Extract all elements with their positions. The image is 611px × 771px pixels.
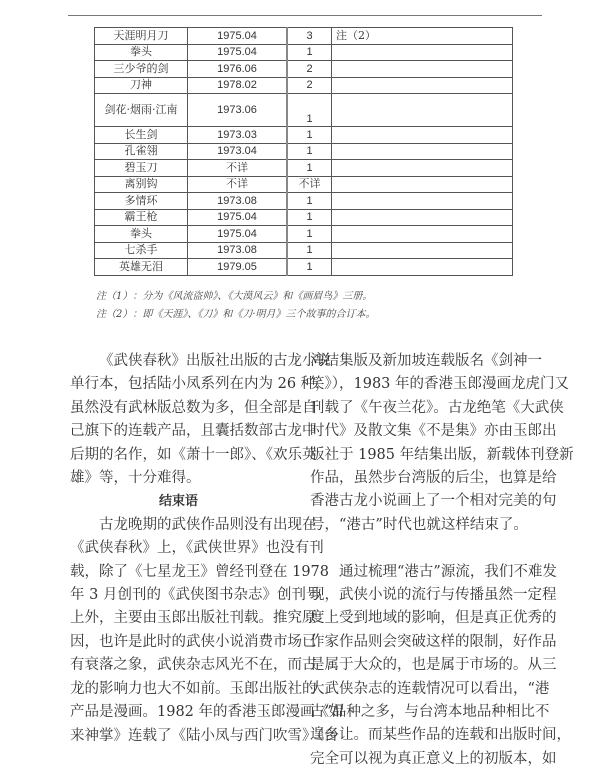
table-row <box>95 77 513 94</box>
remark-cell <box>332 127 513 144</box>
remark-cell <box>332 209 513 226</box>
text-line: 刊载了《午夜兰花》。古龙绝笔《大武侠 <box>310 399 564 416</box>
title-cell: 天涯明月刀 <box>95 28 188 45</box>
text-line: 完全可以视为真正意义上的初版本，如 <box>310 750 557 767</box>
section-heading: 结束语 <box>158 494 198 510</box>
text-line: 现，武侠小说的流行与传播虽然一定程 <box>310 587 557 604</box>
date-cell: 1976.06 <box>188 61 288 78</box>
text-line: 香港古龙小说画上了一个相对完美的句 <box>310 493 557 510</box>
paragraph <box>310 561 571 771</box>
text-line: 有衰落之象，武侠杂志风光不在，而古 <box>70 657 317 674</box>
table-row <box>95 28 513 45</box>
table-row <box>95 209 513 226</box>
table-row <box>95 193 513 210</box>
text-line: 湾结集版及新加坡连载版名《剑神一 <box>310 353 542 369</box>
volumes-cell: 2 <box>287 61 332 78</box>
remark-cell <box>332 94 513 127</box>
text-line: 度上受到地域的影响，但是真正优秀的 <box>310 610 557 627</box>
text-line: 遑多让。而某些作品的连载和出版时间， <box>310 727 571 744</box>
text-line: 龙的影响力也大不如前。玉郎出版社的 <box>70 680 317 697</box>
title-cell: 霸王枪 <box>95 209 188 226</box>
date-cell: 1973.03 <box>188 127 288 144</box>
date-cell: 1973.06 <box>188 94 288 127</box>
text-line: 作家作品则会突破这样的限制，好作品 <box>310 633 557 650</box>
text-line: 因，也许是此时的武侠小说消费市场已 <box>70 633 317 650</box>
date-cell: 不详 <box>188 176 288 193</box>
text-line: 作品，虽然步台湾版的后尘，也算是给 <box>310 470 557 487</box>
table-row <box>95 143 513 160</box>
table-row <box>95 61 513 78</box>
table-row <box>95 160 513 177</box>
volumes-cell: 1 <box>287 44 332 61</box>
remark-cell: 注（2） <box>332 28 513 45</box>
text-line: 《武侠春秋》出版社出版的古龙小说 <box>99 353 331 369</box>
date-cell: 1979.05 <box>188 259 288 276</box>
text-line: 年 3 月创刊的《武侠图书杂志》创刊号 <box>70 587 321 604</box>
volumes-cell: 1 <box>287 209 332 226</box>
text-line: 古”品种之多，与台湾本地品种相比不 <box>310 704 550 721</box>
right-column <box>310 350 574 771</box>
table-row <box>95 44 513 61</box>
text-line: 号，“港古”时代也就这样结束了。 <box>310 516 528 533</box>
title-cell: 离别钩 <box>95 176 188 193</box>
date-cell: 1975.04 <box>188 44 288 61</box>
volumes-cell: 1 <box>287 160 332 177</box>
table-row <box>95 242 513 259</box>
text-line: 单行本，包括陆小凤系列在内为 26 种， <box>70 376 330 393</box>
volumes-cell: 1 <box>287 242 332 259</box>
text-line: 《武侠春秋》上，《武侠世界》也没有刊 <box>70 540 324 557</box>
remark-cell <box>332 44 513 61</box>
remark-cell <box>332 259 513 276</box>
note-2: 注（2）：即《天涯》、《刀》和《刀·明月》三个故事的合订本。 <box>96 309 376 320</box>
volumes-cell: 2 <box>287 77 332 94</box>
text-line: 笑》），1983 年的香港玉郎漫画龙虎门又 <box>310 376 570 393</box>
title-cell: 英雄无泪 <box>95 259 188 276</box>
text-line: 古龙晚期的武侠作品则没有出现在 <box>99 516 317 533</box>
volumes-cell: 3 <box>287 28 332 45</box>
text-line: 时代》及散文集《不是集》亦由玉郎出 <box>310 423 557 440</box>
text-line: 是属于大众的，也是属于市场的。从三 <box>310 657 557 674</box>
volumes-cell: 不详 <box>287 176 332 193</box>
title-cell: 刀神 <box>95 77 188 94</box>
remark-cell <box>332 143 513 160</box>
title-cell: 拳头 <box>95 226 188 243</box>
remark-cell <box>332 176 513 193</box>
remark-cell <box>332 61 513 78</box>
volumes-cell: 1 <box>287 226 332 243</box>
title-cell: 七杀手 <box>95 242 188 259</box>
table-notes <box>96 288 376 324</box>
paragraph <box>310 350 574 537</box>
text-line: 大武侠杂志的连载情况可以看出，“港 <box>310 680 550 697</box>
title-cell: 拳头 <box>95 44 188 61</box>
paragraph <box>70 514 344 748</box>
table-row <box>95 176 513 193</box>
title-cell: 碧玉刀 <box>95 160 188 177</box>
text-line: 载，除了《七星龙王》曾经刊登在 1978 <box>70 563 330 580</box>
text-line: 虽然没有武林版总数为多，但全部是自 <box>70 399 317 416</box>
date-cell: 1973.08 <box>188 242 288 259</box>
volumes-cell: 1 <box>287 94 332 127</box>
remark-cell <box>332 193 513 210</box>
text-line: 上外，主要由玉郎出版社刊载。推究原 <box>70 610 317 627</box>
date-cell: 1975.04 <box>188 209 288 226</box>
volumes-cell: 1 <box>287 143 332 160</box>
title-cell: 孔雀翎 <box>95 143 188 160</box>
date-cell: 1975.04 <box>188 226 288 243</box>
remark-cell <box>332 77 513 94</box>
table-row <box>95 226 513 243</box>
remark-cell <box>332 242 513 259</box>
note-1: 注（1）：分为《风流盗帅》、《大漠风云》和《画眉鸟》三册。 <box>96 291 373 302</box>
text-line: 后期的名作，如《萧十一郎》、《欢乐英 <box>70 446 317 463</box>
title-cell: 三少爷的剑 <box>95 61 188 78</box>
table-row <box>95 127 513 144</box>
date-cell: 1973.04 <box>188 143 288 160</box>
text-line: 来神掌》连载了《陆小凤与西门吹雪》（台 <box>70 727 339 744</box>
table-row <box>95 259 513 276</box>
paragraph <box>70 350 331 490</box>
date-cell: 1978.02 <box>188 77 288 94</box>
title-cell: 剑花·烟雨·江南 <box>95 94 188 127</box>
remark-cell <box>332 226 513 243</box>
remark-cell <box>332 160 513 177</box>
title-cell: 多情环 <box>95 193 188 210</box>
text-line: 己旗下的连载产品，且囊括数部古龙中 <box>70 423 317 440</box>
text-line: 产品是漫画。1982 年的香港玉郎漫画《如 <box>70 704 344 721</box>
text-line: 版社于 1985 年结集出版，新载体刊登新 <box>310 446 574 463</box>
date-cell: 不详 <box>188 160 288 177</box>
works-table <box>94 27 513 276</box>
left-column <box>70 350 344 748</box>
title-cell: 长生剑 <box>95 127 188 144</box>
volumes-cell: 1 <box>287 127 332 144</box>
text-line: 雄》等，十分难得。 <box>70 470 201 487</box>
text-line: 通过梳理“港古”源流，我们不难发 <box>339 563 557 580</box>
date-cell: 1973.08 <box>188 193 288 210</box>
table-row <box>95 94 513 127</box>
volumes-cell: 1 <box>287 193 332 210</box>
date-cell: 1975.04 <box>188 28 288 45</box>
header-rule <box>68 15 542 16</box>
volumes-cell: 1 <box>287 259 332 276</box>
